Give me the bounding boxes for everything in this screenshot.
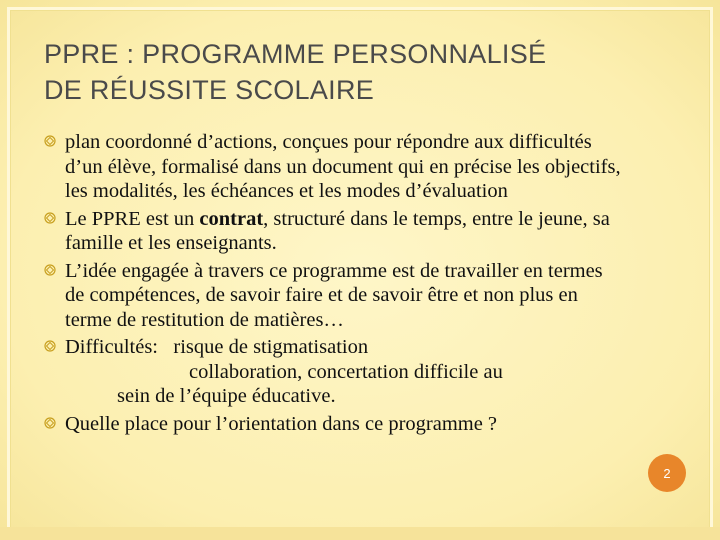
diamond-circle-icon bbox=[44, 135, 56, 147]
bullet-text-bold: contrat bbox=[199, 207, 264, 230]
bullet-text-after: , structuré dans le temps, entre le jeune, sa famille et les enseignants. bbox=[65, 207, 610, 254]
title-line2: DE RÉUSSITE SCOLAIRE bbox=[44, 75, 375, 105]
diamond-circle-icon bbox=[44, 264, 56, 276]
diamond-circle-icon bbox=[44, 212, 56, 224]
bullet-item bbox=[44, 207, 624, 256]
bullet-text-line2: collaboration, concertation difficile au bbox=[189, 360, 503, 383]
bullet-item bbox=[44, 412, 624, 437]
bullet-text-line1: Difficultés: risque de stigmatisation bbox=[65, 336, 369, 358]
bottom-band bbox=[0, 527, 720, 540]
title-line1: : PROGRAMME PERSONNALISÉ bbox=[118, 39, 547, 69]
page-number: 2 bbox=[663, 465, 671, 481]
bullet-text: L’idée engagée à travers ce programme est de travailler en termes de compétences, de savoir faire et de savoir être et non plus en terme de restitution de matières… bbox=[65, 259, 603, 331]
bullet-list bbox=[44, 130, 624, 439]
bullet-text-line3: sein de l’équipe éducative. bbox=[117, 385, 336, 407]
diamond-circle-icon bbox=[44, 340, 56, 352]
bullet-item bbox=[44, 130, 624, 204]
slide-title bbox=[44, 36, 644, 108]
title-acronym: PPRE bbox=[44, 39, 119, 69]
bullet-text: Quelle place pour l’orientation dans ce programme ? bbox=[65, 412, 498, 435]
bullet-item bbox=[44, 335, 624, 409]
page-number-badge bbox=[648, 454, 686, 492]
diamond-circle-icon bbox=[44, 417, 56, 429]
bullet-text-before: Le PPRE est un bbox=[65, 207, 200, 230]
bullet-item bbox=[44, 259, 624, 333]
bullet-text: plan coordonné d’actions, conçues pour répondre aux difficultés d’un élève, formalisé dans un document qui en précise les objectifs, les modalités, les échéances et les modes d’évaluation bbox=[65, 131, 621, 202]
